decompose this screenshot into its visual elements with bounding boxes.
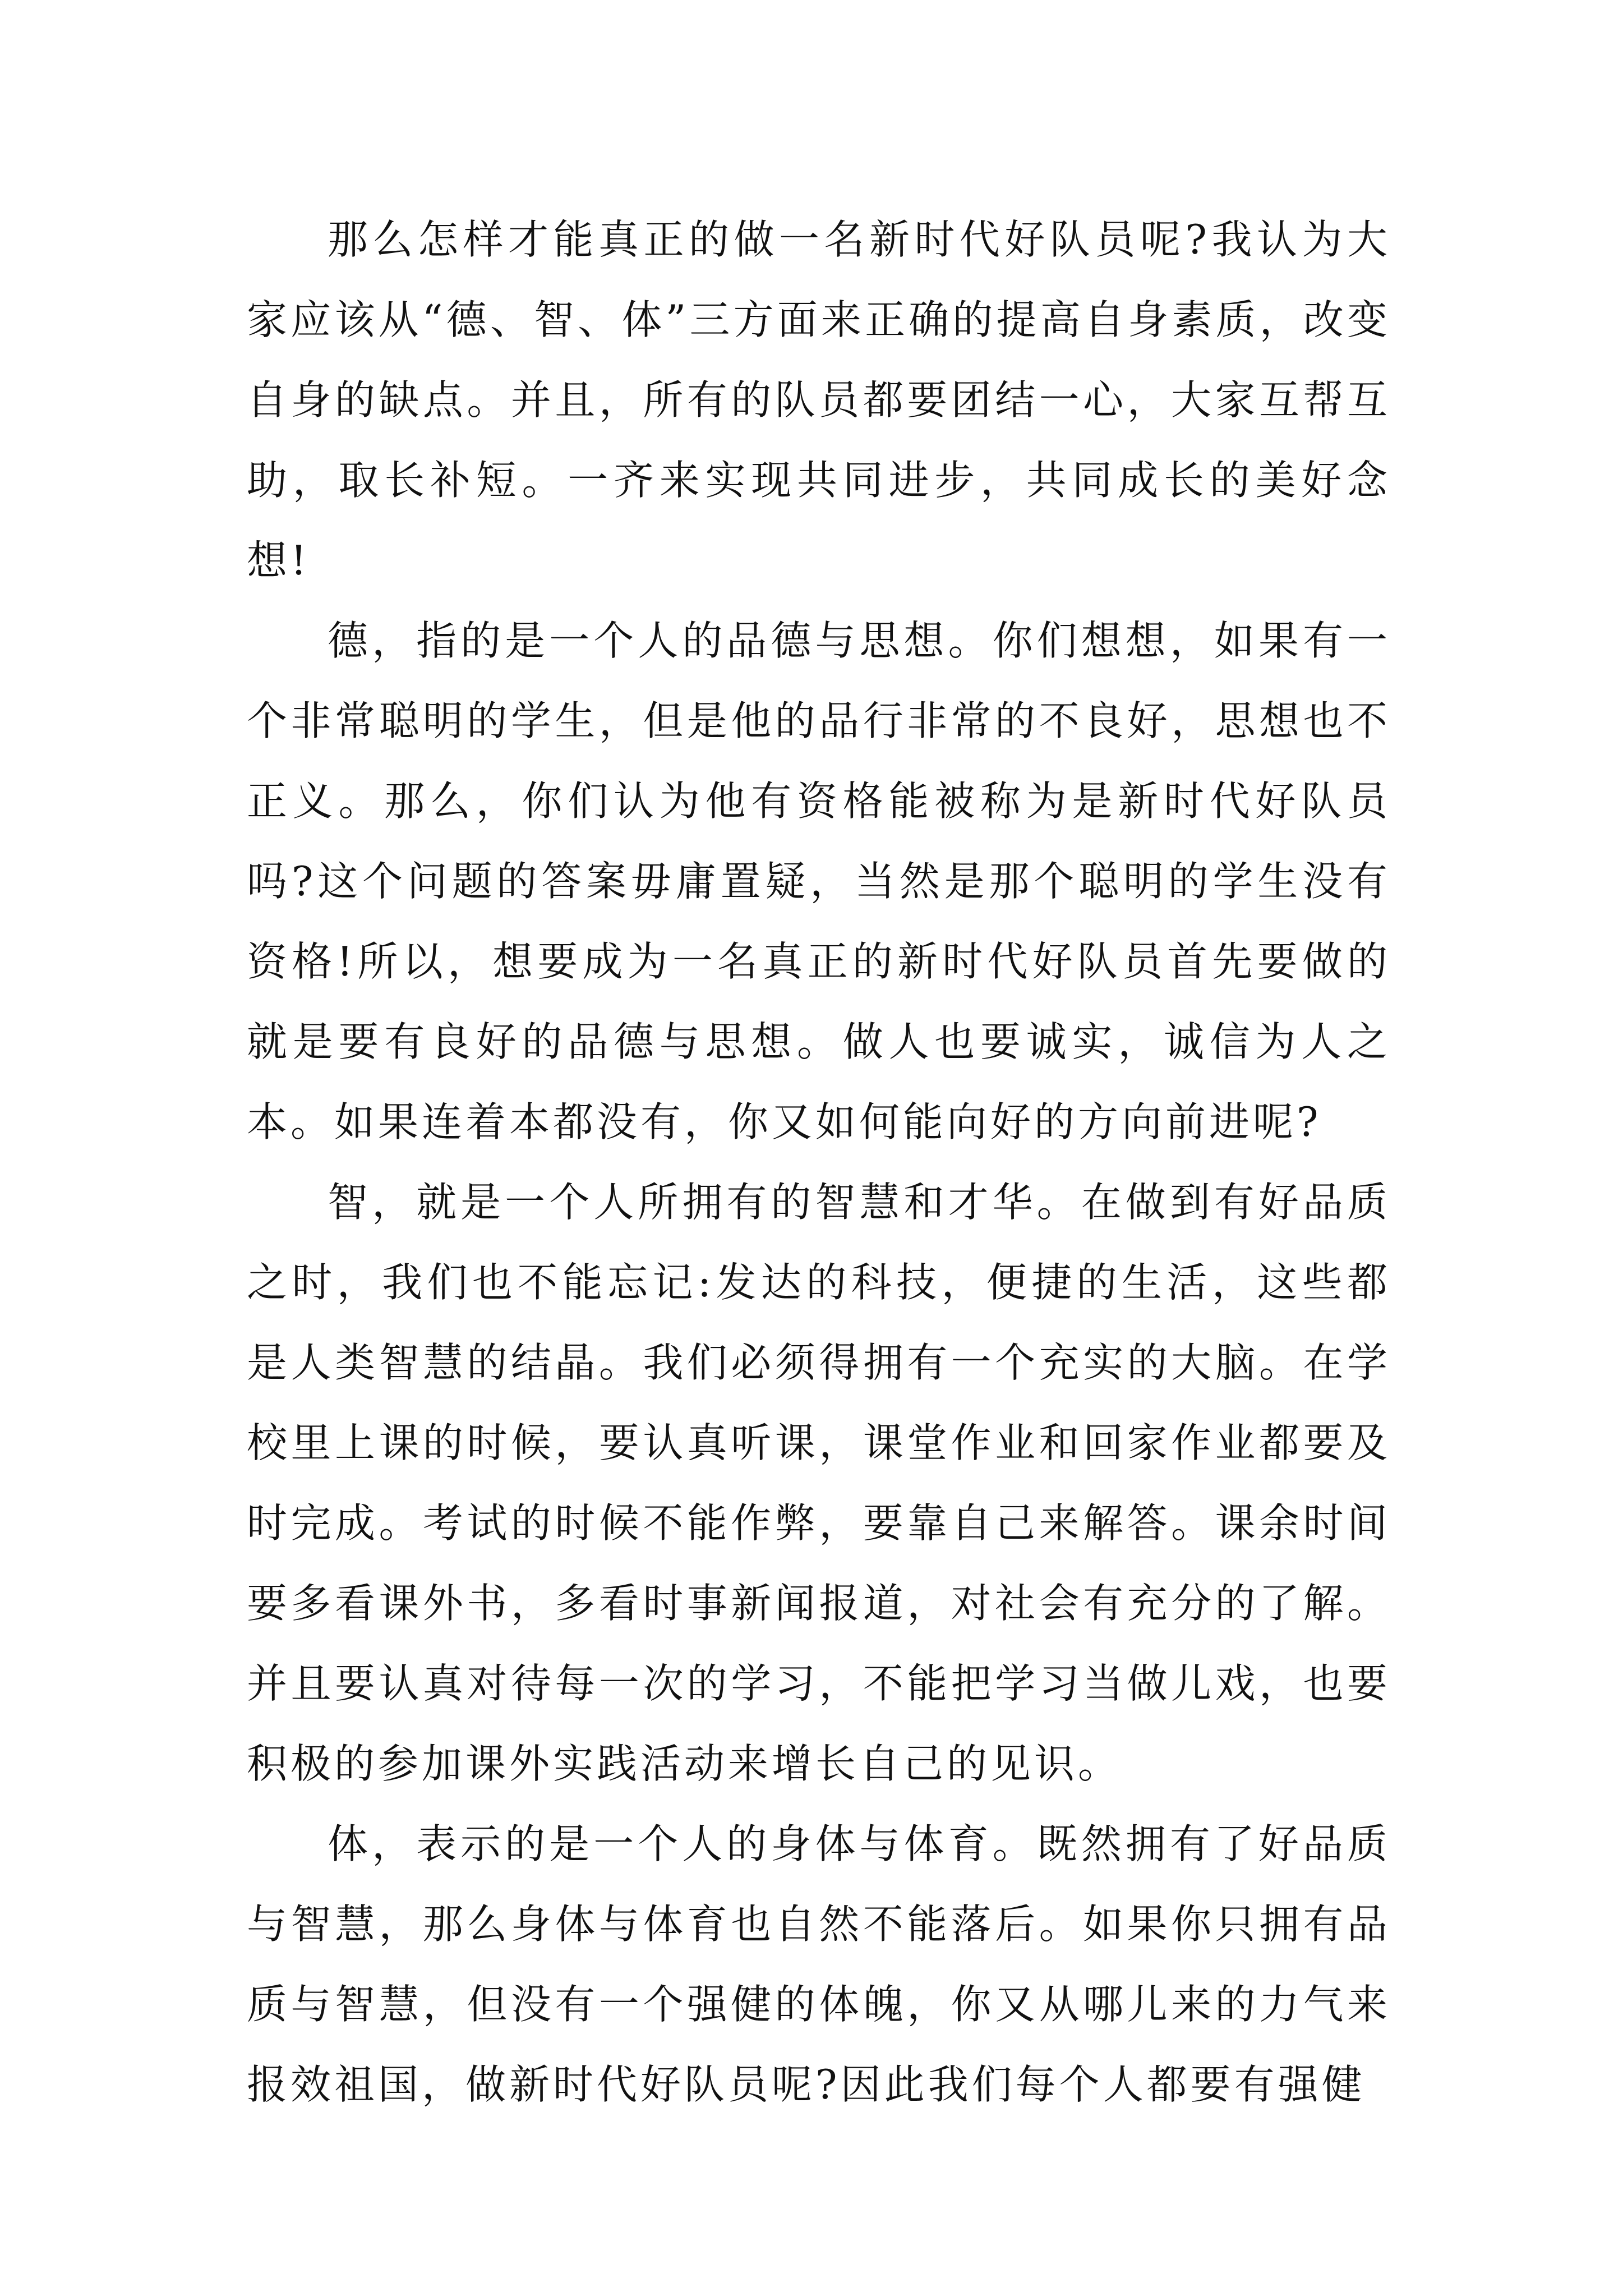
paragraph-zhi: 智，就是一个人所拥有的智慧和才华。在做到有好品质之时，我们也不能忘记:发达的科技，便捷的生活，这些都是人类智慧的结晶。我们必须得拥有一个充实的大脑。在学校里上课的时候，要认真听课，课堂作业和回家作业都要及时完成。考试的时候不能作弊，要靠自己来解答。课余时间要多看课外书，多看时事新闻报道，对社会有充分的了解。并且要认真对待每一次的学习，不能把学习当做儿戏，也要积极的参加课外实践活动来增长自己的见识。 [247,1179,1391,1787]
body-text [247,200,1391,2125]
paragraph-intro: 那么怎样才能真正的做一名新时代好队员呢?我认为大家应该从“德、智、体”三方面来正确的提高自身素质，改变自身的缺点。并且，所有的队员都要团结一心，大家互帮互助，取长补短。一齐来实现共同进步，共同成长的美好念想! [247,216,1391,584]
paragraph-ti: 体，表示的是一个人的身体与体育。既然拥有了好品质与智慧，那么身体与体育也自然不能落后。如果你只拥有品质与智慧，但没有一个强健的体魄，你又从哪儿来的力气来报效祖国，做新时代好队员呢?因此我们每个人都要有强健 [247,1820,1391,2108]
paragraph-de: 德，指的是一个人的品德与思想。你们想想，如果有一个非常聪明的学生，但是他的品行非常的不良好，思想也不正义。那么，你们认为他有资格能被称为是新时代好队员吗?这个问题的答案毋庸置疑，当然是那个聪明的学生没有资格!所以，想要成为一名真正的新时代好队员首先要做的就是要有良好的品德与思想。做人也要诚实，诚信为人之本。如果连着本都没有，你又如何能向好的方向前进呢? [247,617,1391,1145]
